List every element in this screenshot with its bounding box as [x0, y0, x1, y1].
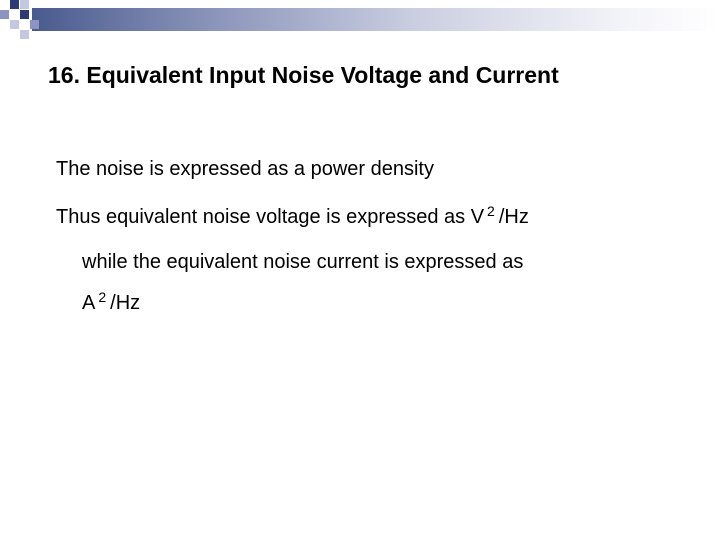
noise-voltage-superscript: 2 — [487, 203, 495, 219]
header-square-decoration — [20, 30, 29, 39]
body-line-current-unit — [82, 289, 141, 315]
noise-current-superscript: 2 — [98, 289, 107, 305]
body-line-noise-current: while the equivalent noise current is expressed as — [82, 251, 524, 273]
slide-title: 16. Equivalent Input Noise Voltage and Current — [48, 62, 559, 88]
header-gradient-bar — [32, 8, 720, 31]
header-square-decoration — [10, 20, 19, 29]
body-line-power-density: The noise is expressed as a power density — [56, 158, 434, 180]
header-square-decoration — [10, 0, 19, 9]
header-square-decoration — [0, 10, 9, 19]
noise-voltage-unit: /Hz — [498, 206, 529, 228]
noise-current-text: A — [82, 292, 96, 314]
header-square-decoration — [30, 20, 39, 29]
body-line-noise-voltage — [56, 203, 529, 229]
noise-voltage-text: Thus equivalent noise voltage is expressed as V — [56, 206, 485, 228]
header-square-decoration — [20, 10, 29, 19]
header-square-decoration — [20, 0, 29, 9]
noise-current-unit: /Hz — [110, 292, 141, 314]
